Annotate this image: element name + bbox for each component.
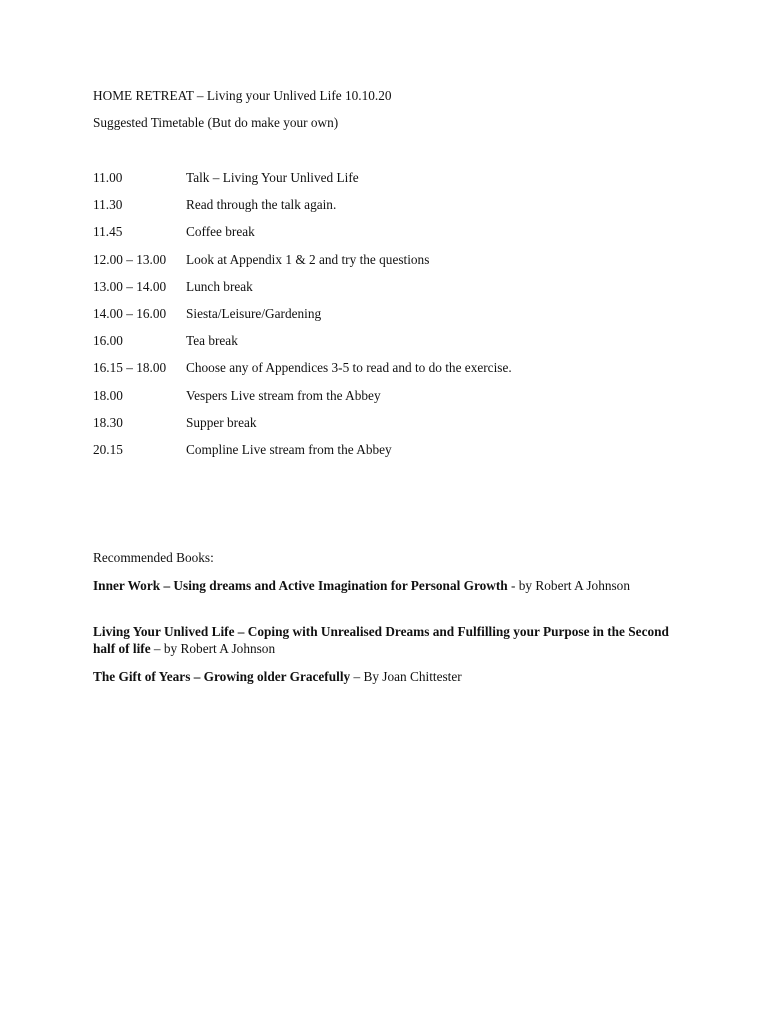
timetable-activity: Choose any of Appendices 3-5 to read and to do the exercise. [186, 360, 512, 375]
timetable-activity: Supper break [186, 415, 257, 430]
timetable-activity: Talk – Living Your Unlived Life [186, 170, 359, 185]
book-entry [93, 668, 673, 685]
timetable-time: 16.15 – 18.00 [93, 360, 167, 375]
timetable-time: 18.00 [93, 388, 123, 403]
book-title: The Gift of Years – Growing older Gracefully [93, 669, 351, 684]
timetable-time: 18.30 [93, 415, 123, 430]
timetable-activity: Vespers Live stream from the Abbey [186, 388, 381, 403]
timetable-activity: Coffee break [186, 224, 255, 239]
book-title: Inner Work – Using dreams and Active Imagination for Personal Growth [93, 578, 508, 593]
timetable-time: 12.00 – 13.00 [93, 252, 167, 267]
document-title: HOME RETREAT – Living your Unlived Life 10.10.20 [93, 88, 392, 103]
timetable-time: 14.00 – 16.00 [93, 306, 167, 321]
timetable-time: 13.00 – 14.00 [93, 279, 167, 294]
timetable-time: 16.00 [93, 333, 123, 348]
timetable-activity: Siesta/Leisure/Gardening [186, 306, 322, 321]
timetable-time: 11.30 [93, 197, 123, 212]
book-author: – by Robert A Johnson [150, 641, 276, 656]
book-entry [93, 623, 673, 657]
book-entry [93, 577, 673, 594]
timetable-activity: Read through the talk again. [186, 197, 337, 212]
books-heading: Recommended Books: [93, 550, 214, 565]
timetable-activity: Lunch break [186, 279, 253, 294]
timetable-time: 11.00 [93, 170, 123, 185]
timetable-activity: Look at Appendix 1 & 2 and try the questions [186, 252, 430, 267]
book-author: – By Joan Chittester [350, 669, 462, 684]
timetable-time: 20.15 [93, 442, 123, 457]
timetable-activity: Tea break [186, 333, 238, 348]
timetable-time: 11.45 [93, 224, 123, 239]
document-subtitle: Suggested Timetable (But do make your own) [93, 115, 339, 130]
book-author: - by Robert A Johnson [507, 578, 630, 593]
timetable-activity: Compline Live stream from the Abbey [186, 442, 392, 457]
book-title: Living Your Unlived Life – Coping with Unrealised Dreams and Fulfilling your Purpose in the Second half of life [93, 624, 669, 656]
